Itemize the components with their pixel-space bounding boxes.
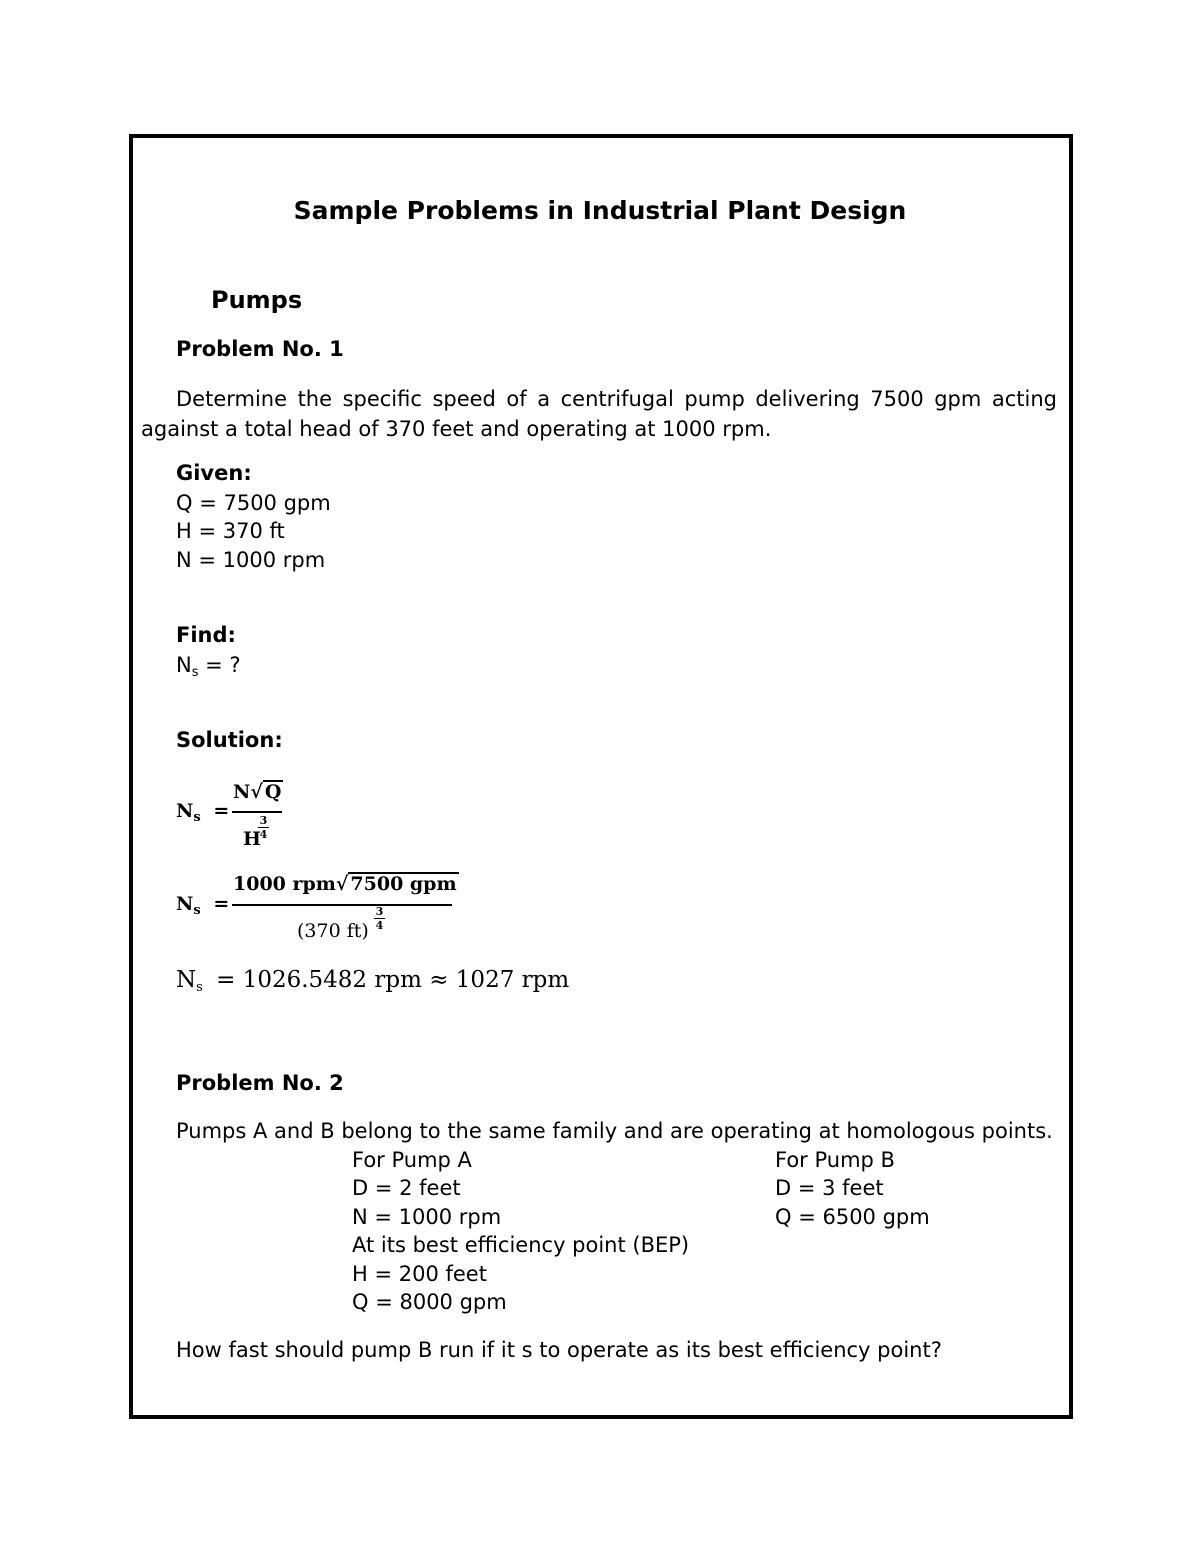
formula-lhs: [176, 800, 229, 825]
pump-a-speed: N = 1000 rpm: [352, 1205, 502, 1229]
given-head: H = 370 ft: [176, 519, 285, 543]
substitution-exponent: [374, 906, 385, 931]
substitution-equals: =: [213, 893, 230, 915]
formula-exp-num: 3: [259, 814, 268, 827]
formula-num-prefix: N: [233, 781, 251, 803]
page-border: [129, 134, 1073, 1419]
formula-exponent: [258, 815, 269, 840]
find-value: [176, 653, 241, 680]
substitution-num-prefix: 1000 rpm: [233, 873, 336, 895]
formula-num-root: Q: [264, 781, 282, 803]
given-label: Given:: [176, 461, 252, 485]
problem-1-statement-line-2: against a total head of 370 feet and operating at 1000 rpm.: [141, 417, 772, 441]
problem-1-heading: Problem No. 1: [176, 337, 344, 361]
find-subscript: s: [191, 665, 199, 680]
substitution-lhs-subscript: s: [193, 903, 201, 918]
formula-lhs-subscript: s: [193, 810, 201, 825]
pump-b-flow: Q = 6500 gpm: [775, 1205, 930, 1229]
find-symbol: N: [176, 653, 192, 677]
section-heading: Pumps: [211, 286, 303, 314]
substitution-lhs: [176, 893, 229, 918]
formula-lhs-symbol: N: [176, 800, 194, 822]
pump-b-diameter: D = 3 feet: [775, 1176, 884, 1200]
given-flow-rate: Q = 7500 gpm: [176, 491, 331, 515]
result-lhs-symbol: N: [176, 967, 197, 993]
result-rhs: = 1026.5482 rpm ≈ 1027 rpm: [216, 967, 570, 993]
pump-a-diameter: D = 2 feet: [352, 1176, 461, 1200]
substitution-exp-num: 3: [375, 905, 384, 918]
pump-a-head: H = 200 feet: [352, 1262, 487, 1286]
substitution-numerator: [233, 872, 459, 895]
formula-exp-den: 4: [259, 828, 268, 841]
substitution-denominator: (370 ft): [297, 920, 369, 942]
problem-1-statement: [141, 384, 1057, 444]
find-label: Find:: [176, 623, 236, 647]
result-equation: [176, 967, 569, 995]
formula-equals: =: [213, 800, 230, 822]
solution-label: Solution:: [176, 728, 283, 752]
problem-1-statement-line-1: Determine the specific speed of a centrifugal pump delivering 7500 gpm acting: [176, 387, 1057, 411]
sqrt-icon: √: [250, 781, 263, 803]
formula-numerator: [233, 780, 283, 803]
pump-b-label: For Pump B: [775, 1148, 895, 1172]
sqrt-icon: √: [335, 873, 349, 895]
substitution-lhs-symbol: N: [176, 893, 194, 915]
substitution-exp-den: 4: [375, 919, 384, 932]
pump-a-label: For Pump A: [352, 1148, 472, 1172]
result-lhs-subscript: s: [196, 980, 203, 995]
pump-a-flow: Q = 8000 gpm: [352, 1290, 507, 1314]
problem-2-heading: Problem No. 2: [176, 1071, 344, 1095]
substitution-num-root: 7500 gpm: [350, 873, 457, 895]
problem-2-question: How fast should pump B run if it s to operate as its best efficiency point?: [176, 1338, 942, 1362]
problem-2-statement: Pumps A and B belong to the same family and are operating at homologous points.: [176, 1119, 1053, 1143]
formula-denominator: H: [243, 828, 261, 850]
find-rest: = ?: [198, 653, 241, 677]
given-speed: N = 1000 rpm: [176, 548, 326, 572]
substitution-fraction-bar: [232, 904, 452, 906]
pump-a-bep-label: At its best efficiency point (BEP): [352, 1233, 690, 1257]
document-title: Sample Problems in Industrial Plant Design: [293, 196, 907, 225]
formula-fraction-bar: [232, 811, 282, 813]
